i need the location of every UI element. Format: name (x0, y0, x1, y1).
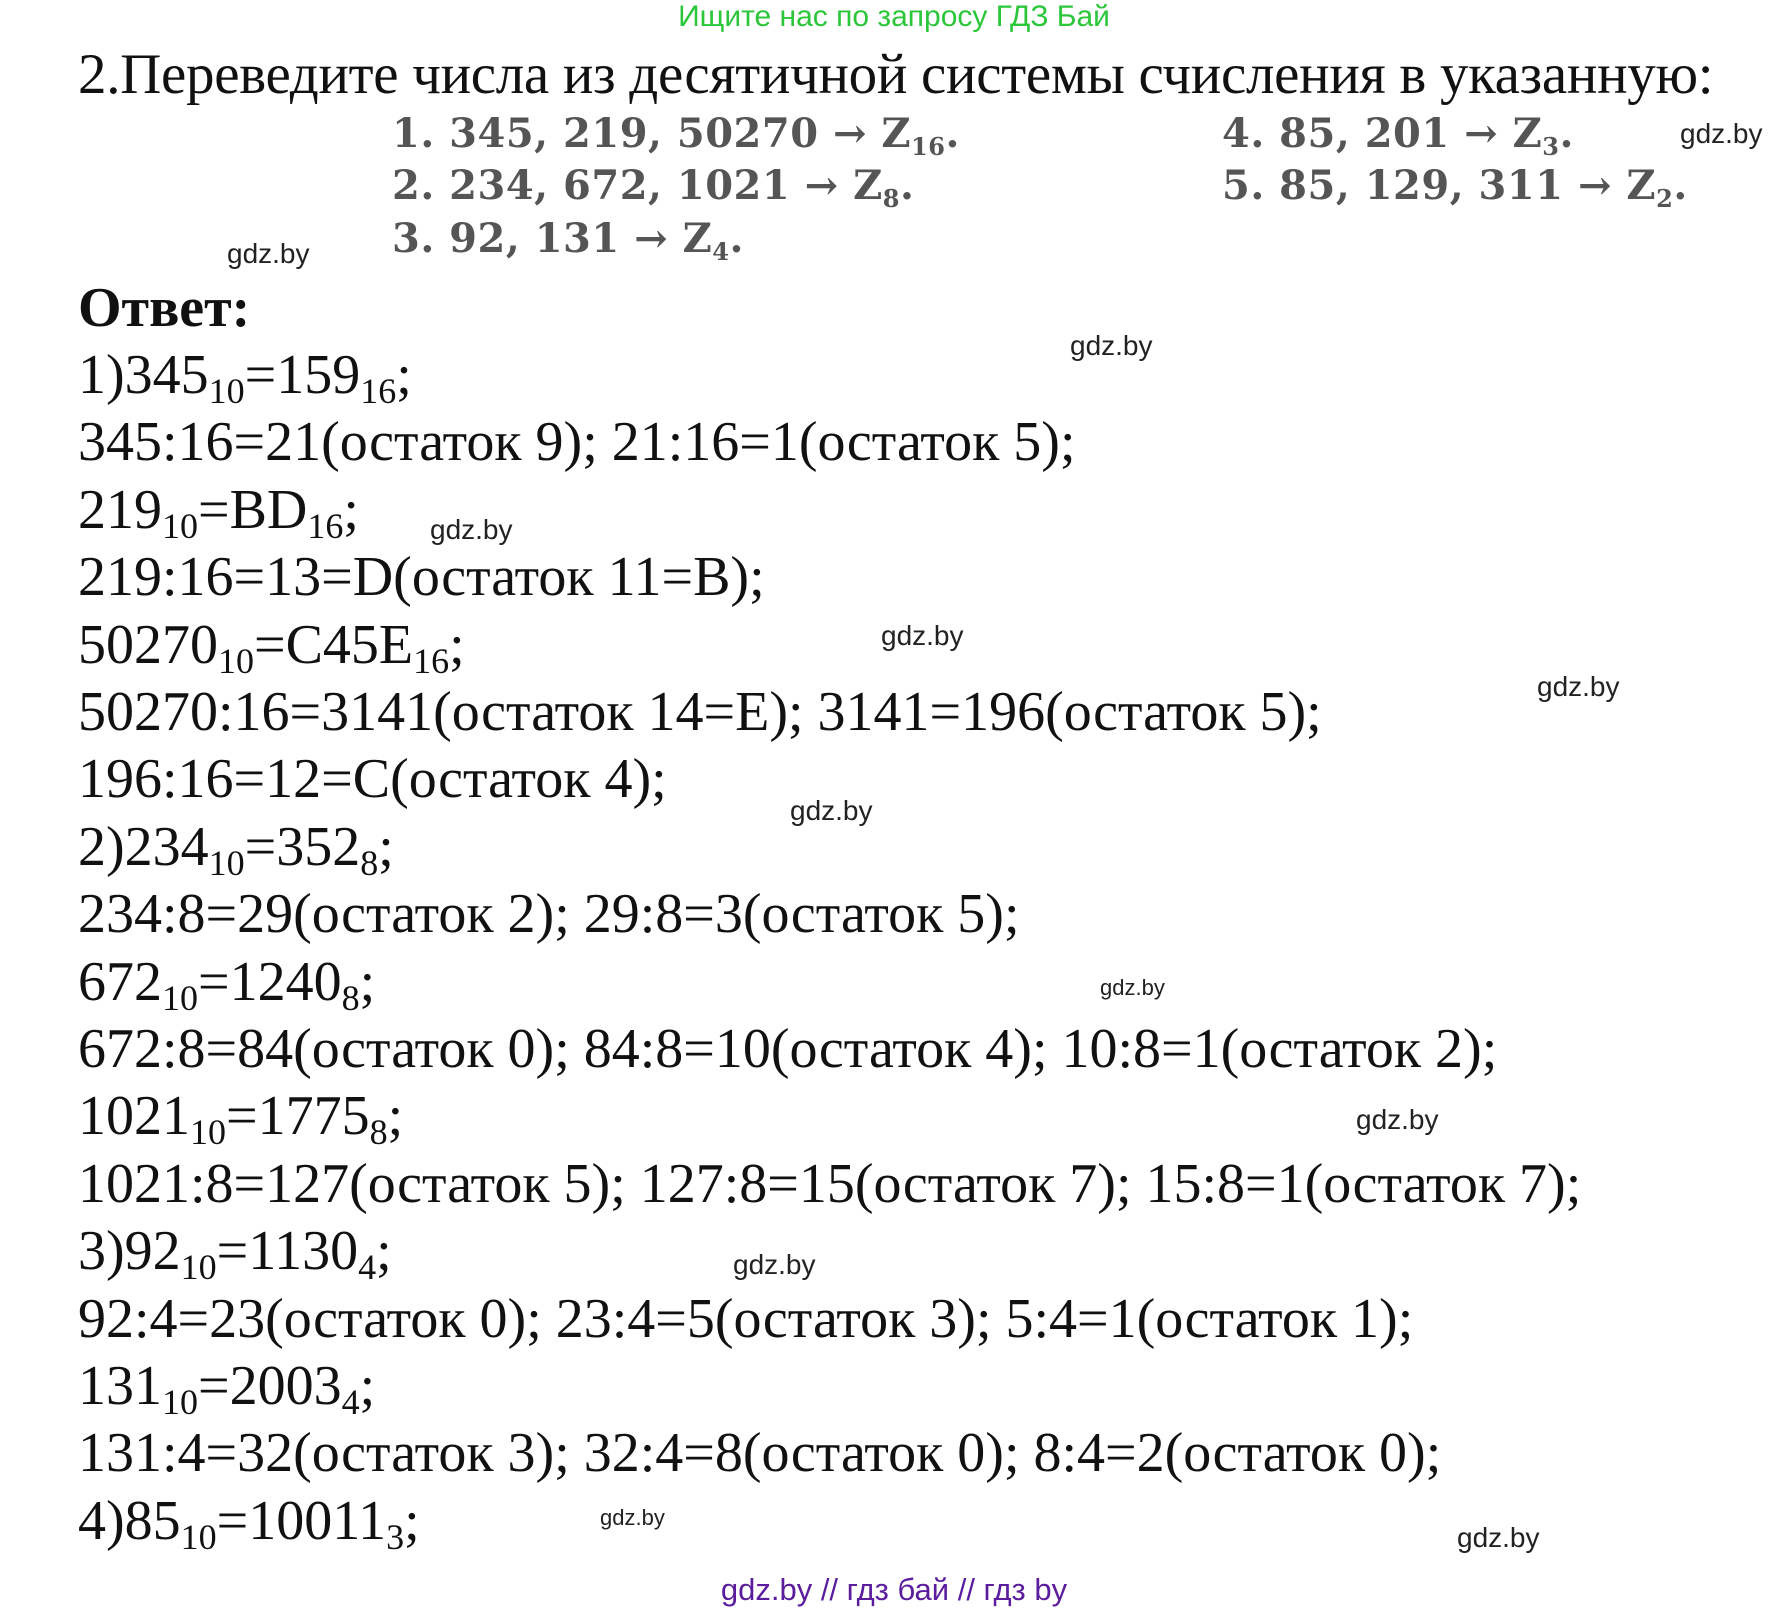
answer-line (78, 1219, 392, 1288)
watermark: gdz.by (1100, 975, 1165, 1000)
line-text: 672:8=84(остаток 0); 84:8=10(остаток 4); 10:8=1(остаток 2); (78, 1018, 1498, 1080)
line-text: =C45E (254, 613, 414, 676)
watermark: gdz.by (1070, 330, 1153, 361)
line-subscript: 10 (218, 640, 254, 681)
answer-label: Ответ: (78, 277, 251, 339)
line-subscript: 8 (369, 1112, 388, 1153)
problem-text: 4. 85, 201 → Z (1222, 110, 1543, 157)
line-subscript: 4 (341, 1382, 360, 1422)
answer-line (78, 882, 1020, 946)
line-subscript: 16 (307, 505, 344, 546)
line-subscript: 16 (360, 371, 397, 411)
line-text: 196:16=12=C(остаток 4); (78, 748, 667, 811)
answer-line (78, 478, 359, 546)
answer-line (78, 1084, 404, 1153)
line-text: 219 (78, 478, 162, 541)
line-text: =1775 (226, 1085, 370, 1148)
line-text: ; (396, 344, 412, 406)
problem-item (392, 110, 960, 161)
line-text: 2)234 (78, 815, 209, 878)
line-subscript: 10 (208, 842, 245, 883)
line-subscript: 4 (358, 1247, 377, 1288)
line-subscript: 10 (180, 1247, 217, 1288)
line-text: 1021 (78, 1085, 190, 1148)
line-text: ; (378, 815, 394, 878)
line-text: ; (359, 950, 376, 1013)
line-subscript: 10 (180, 1516, 217, 1557)
line-text: 1)345 (78, 344, 209, 406)
line-text: 50270 (78, 613, 218, 676)
answer-line (78, 950, 376, 1018)
line-text: 92:4=23(остаток 0); 23:4=5(остаток 3); 5:4=1(остаток 1); (78, 1287, 1414, 1350)
problem-base: 8 (882, 184, 900, 213)
line-subscript: 16 (413, 640, 450, 681)
line-subscript: 10 (162, 505, 198, 546)
line-text: =159 (244, 344, 361, 406)
watermark: gdz.by (790, 795, 873, 826)
watermark: gdz.by (1537, 671, 1620, 702)
line-text: 131:4=32(остаток 3); 32:4=8(остаток 0); 8:4=2(остаток 0); (78, 1422, 1442, 1485)
line-text: 3)92 (78, 1220, 181, 1283)
watermark: gdz.by (733, 1249, 816, 1280)
line-text: =2003 (198, 1355, 342, 1417)
problem-item (1222, 110, 1574, 161)
answer-line (78, 613, 465, 681)
line-text: 234:8=29(остаток 2); 29:8=3(остаток 5); (78, 883, 1020, 946)
line-text: ; (449, 613, 465, 676)
watermark: gdz.by (600, 1505, 665, 1530)
line-subscript: 10 (162, 977, 198, 1018)
problem-text: 3. 92, 131 → Z (392, 215, 713, 262)
answer-line (78, 1287, 1413, 1351)
problem-text: 2. 234, 672, 1021 → Z (392, 162, 883, 209)
problem-base: 4 (712, 237, 730, 266)
footer-links: gdz.by // гдз бай // гдз by (720, 1572, 1068, 1607)
answer-line (78, 815, 394, 883)
line-text: 672 (78, 950, 162, 1013)
watermark: gdz.by (1356, 1104, 1439, 1135)
line-text: =352 (244, 815, 361, 878)
line-subscript: 10 (162, 1382, 198, 1422)
line-subscript: 8 (360, 842, 379, 883)
answer-line (78, 1152, 1581, 1216)
line-text: 131 (78, 1355, 162, 1417)
line-text: =BD (198, 478, 308, 541)
problem-base: 16 (911, 132, 946, 161)
line-text: ; (404, 1489, 420, 1552)
answer-line (78, 680, 1322, 744)
watermark: gdz.by (1680, 118, 1763, 149)
problem-item (1222, 162, 1688, 213)
line-text: =10011 (216, 1489, 387, 1552)
problem-end: . (729, 215, 744, 262)
line-text: 1021:8=127(остаток 5); 127:8=15(остаток 7); 15:8=1(остаток 7); (78, 1152, 1582, 1215)
problem-item (392, 162, 914, 213)
answer-line (78, 1489, 420, 1557)
answer-line (78, 747, 667, 811)
line-subscript: 10 (208, 371, 245, 411)
problem-end: . (1559, 110, 1574, 157)
watermark: gdz.by (430, 514, 513, 545)
task-title: 2.Переведите числа из десятичной системы счисления в указанную: (78, 43, 1714, 106)
problem-base: 2 (1656, 184, 1674, 213)
line-text: ; (387, 1085, 404, 1148)
line-subscript: 10 (190, 1112, 226, 1153)
line-text: =1240 (198, 950, 342, 1013)
watermark: gdz.by (227, 238, 310, 269)
problem-end: . (1673, 162, 1688, 209)
problem-end: . (945, 110, 960, 157)
answer-line (78, 1017, 1497, 1081)
problem-text: 1. 345, 219, 50270 → Z (392, 110, 912, 157)
line-text: ; (359, 1355, 376, 1417)
problem-end: . (899, 162, 915, 209)
watermark: gdz.by (1457, 1522, 1540, 1553)
answer-line (78, 1354, 376, 1422)
problem-base: 3 (1542, 132, 1560, 161)
problem-text: 5. 85, 129, 311 → Z (1222, 162, 1657, 209)
line-subscript: 8 (341, 977, 360, 1018)
line-text: 4)85 (78, 1489, 181, 1552)
line-text: ; (343, 478, 359, 541)
answer-line (78, 343, 412, 411)
problem-item (392, 215, 744, 266)
answer-line (78, 1421, 1441, 1485)
answer-line (78, 410, 1076, 474)
line-text: =1130 (216, 1220, 359, 1283)
line-subscript: 3 (386, 1516, 405, 1557)
answer-line (78, 545, 765, 609)
watermark: gdz.by (881, 620, 964, 651)
line-text: 219:16=13=D(остаток 11=B); (78, 546, 765, 609)
search-banner: Ищите нас по запросу ГДЗ Бай (678, 0, 1110, 33)
line-text: 50270:16=3141(остаток 14=E); 3141=196(остаток 5); (78, 681, 1322, 743)
line-text: 345:16=21(остаток 9); 21:16=1(остаток 5); (78, 411, 1076, 474)
line-text: ; (376, 1220, 392, 1283)
